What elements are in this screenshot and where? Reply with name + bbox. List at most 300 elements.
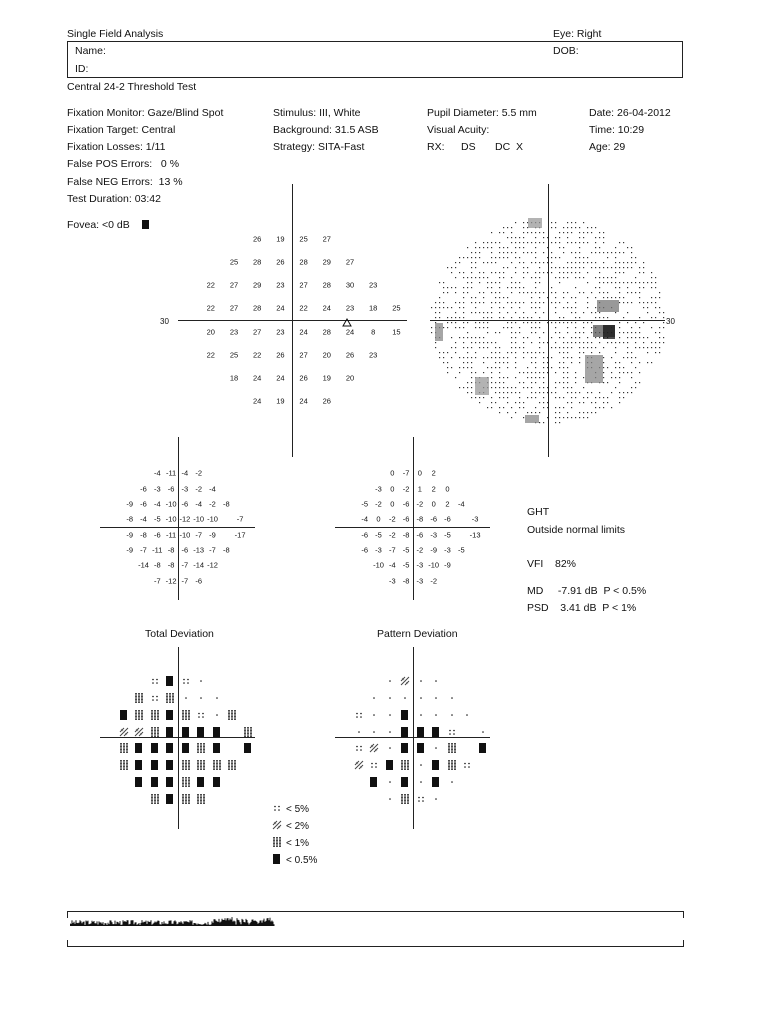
total-deviation-label: Total Deviation [145, 628, 214, 640]
total-prob-symbol-dot [196, 673, 206, 691]
total-deviation-value: -13 [193, 545, 205, 555]
legend-item [272, 800, 309, 818]
total-deviation-value: -7 [153, 576, 161, 586]
pattern-deviation-value: -7 [402, 468, 410, 478]
total-deviation-value: -4 [140, 514, 147, 524]
total-deviation-value: -3 [153, 484, 161, 494]
pattern-prob-symbol-check [400, 757, 410, 775]
fixation-losses: Fixation Losses: 1/11 [67, 141, 166, 153]
total-deviation-value: -6 [140, 499, 147, 509]
name-label: Name: [75, 45, 106, 57]
threshold-value: 24 [345, 327, 355, 337]
threshold-value: 29 [322, 257, 331, 267]
legend-item [272, 834, 309, 852]
pattern-deviation-value: -5 [444, 530, 451, 540]
report-title: Single Field Analysis [67, 28, 164, 40]
legend-symbol-icon [272, 851, 284, 869]
threshold-value: 24 [276, 303, 285, 313]
stimulus: Stimulus: III, White [273, 107, 361, 119]
total-deviation-value: -7 [140, 545, 147, 555]
pattern-prob-symbol-solid [478, 740, 488, 758]
threshold-value: 28 [253, 257, 262, 267]
threshold-value: 26 [276, 350, 285, 360]
total-prob-symbol-check [150, 724, 160, 742]
total-prob-symbol-solid [134, 757, 144, 775]
total-prob-symbol-solid [212, 724, 222, 742]
ght-label: GHT [527, 506, 550, 518]
eye-label: Eye: Right [553, 28, 602, 40]
threshold-value: 22 [253, 350, 262, 360]
total-deviation-value: -12 [207, 560, 218, 570]
pattern-prob-symbol-dot [400, 690, 410, 708]
threshold-value: 22 [206, 280, 215, 290]
id-label: ID: [75, 63, 89, 75]
total-deviation-value: -10 [207, 514, 218, 524]
total-deviation-value: -8 [153, 560, 161, 570]
pattern-prob-symbol-dot [431, 791, 441, 809]
pattern-prob-symbol-dot [447, 707, 457, 725]
total-prob-symbol-check [243, 724, 253, 742]
pattern-deviation-value: -5 [402, 560, 410, 570]
pattern-deviation-value: -8 [402, 530, 410, 540]
total-deviation-value: -17 [234, 530, 246, 540]
threshold-value: 25 [229, 257, 239, 267]
pattern-deviation-value: -2 [375, 499, 382, 509]
threshold-value: 27 [229, 280, 239, 290]
pattern-prob-symbol-dots4 [354, 740, 364, 758]
pattern-deviation-value: -6 [361, 545, 369, 555]
total-prob-symbol-check [227, 757, 237, 775]
ght-value: Outside normal limits [527, 524, 626, 536]
total-prob-symbol-check [150, 791, 160, 809]
total-prob-symbol-check [196, 740, 206, 758]
pattern-deviation-value: -7 [388, 545, 396, 555]
legend-item [272, 851, 317, 869]
threshold-value: 19 [322, 373, 331, 383]
pattern-deviation-value: -3 [444, 545, 451, 555]
threshold-value: 23 [369, 350, 378, 360]
threshold-value: 15 [392, 327, 401, 337]
threshold-value: 24 [276, 373, 285, 383]
total-prob-symbol-check [150, 707, 160, 725]
total-deviation-value: -7 [181, 560, 189, 570]
pattern-deviation-value: -4 [388, 560, 396, 570]
total-deviation-value: -7 [195, 530, 203, 540]
pattern-deviation-value: -10 [373, 560, 384, 570]
pattern-deviation-value: -2 [416, 545, 424, 555]
pattern-deviation-value: -6 [416, 530, 424, 540]
pattern-prob-symbol-dot [416, 690, 426, 708]
pattern-deviation-value: 2 [445, 499, 450, 509]
fovea-value: Fovea: <0 dB [67, 219, 130, 231]
total-prob-symbol-solid [134, 774, 144, 792]
threshold-value: 22 [206, 303, 215, 313]
threshold-value: 28 [322, 280, 331, 290]
pattern-deviation-label: Pattern Deviation [377, 628, 458, 640]
pattern-prob-symbol-check [400, 791, 410, 809]
pupil-diameter: Pupil Diameter: 5.5 mm [427, 107, 537, 119]
threshold-value: 24 [253, 373, 262, 383]
pattern-prob-symbol-solid [416, 724, 426, 742]
total-deviation-value: -4 [153, 499, 161, 509]
pattern-deviation-value: -2 [430, 576, 438, 586]
total-deviation-value: -7 [209, 545, 216, 555]
total-deviation-value: -4 [195, 499, 203, 509]
total-deviation-value: -5 [153, 514, 161, 524]
total-prob-symbol-hatch [134, 724, 144, 742]
total-prob-symbol-solid [196, 774, 206, 792]
pattern-prob-symbol-solid [400, 707, 410, 725]
total-prob-symbol-solid [165, 673, 175, 691]
strategy: Strategy: SITA-Fast [273, 141, 365, 153]
test-duration: Test Duration: 03:42 [67, 193, 161, 205]
axis-label-30-gray: 30 [666, 317, 675, 326]
threshold-value: 24 [299, 396, 308, 406]
legend-label: < 5% [286, 803, 310, 815]
visual-acuity: Visual Acuity: [427, 124, 490, 136]
total-prob-symbol-check [119, 757, 129, 775]
pattern-prob-symbol-dot [385, 724, 395, 742]
threshold-value: 22 [299, 303, 308, 313]
threshold-value: 27 [253, 327, 262, 337]
pattern-deviation-value: -2 [388, 530, 396, 540]
pattern-deviation-value: -3 [471, 514, 479, 524]
threshold-value: 18 [369, 303, 378, 313]
total-prob-symbol-solid [165, 757, 175, 775]
pattern-prob-symbol-dot [431, 740, 441, 758]
total-prob-symbol-solid [165, 791, 175, 809]
threshold-value: 26 [276, 257, 285, 267]
threshold-value: 19 [276, 234, 285, 244]
total-prob-symbol-solid [165, 740, 175, 758]
pattern-prob-symbol-dot [478, 724, 488, 742]
pattern-deviation-value: 0 [390, 468, 395, 478]
pattern-deviation-value: -3 [416, 560, 424, 570]
threshold-value: 24 [299, 327, 308, 337]
threshold-value: 26 [345, 350, 355, 360]
pattern-prob-symbol-dots4 [416, 791, 426, 809]
threshold-value: 29 [253, 280, 262, 290]
pattern-prob-symbol-dots4 [462, 757, 472, 775]
total-deviation-value: -8 [126, 514, 134, 524]
pattern-deviation-value: -9 [430, 545, 438, 555]
pattern-deviation-value: -2 [402, 484, 410, 494]
pattern-prob-symbol-solid [400, 724, 410, 742]
pattern-deviation-value: -3 [375, 484, 382, 494]
threshold-value: 18 [229, 373, 239, 383]
pattern-prob-symbol-dot [385, 774, 395, 792]
legend-label: < 1% [286, 837, 310, 849]
total-deviation-value: -7 [236, 514, 244, 524]
total-prob-symbol-check [196, 757, 206, 775]
background: Background: 31.5 ASB [273, 124, 379, 136]
total-prob-symbol-solid [212, 740, 222, 758]
pattern-prob-symbol-hatch [400, 673, 410, 691]
total-prob-symbol-solid [165, 774, 175, 792]
total-prob-symbol-check [181, 791, 191, 809]
pattern-prob-symbol-dot [385, 791, 395, 809]
pattern-deviation-value: -3 [430, 530, 438, 540]
threshold-value: 25 [392, 303, 401, 313]
threshold-value: 19 [276, 396, 285, 406]
total-deviation-value: -3 [181, 484, 189, 494]
total-prob-symbol-check [134, 707, 144, 725]
total-deviation-value: -9 [209, 530, 216, 540]
total-deviation-value: -10 [165, 499, 177, 509]
test-date: Date: 26-04-2012 [589, 107, 671, 119]
pattern-deviation-value: 1 [417, 484, 422, 494]
vfi-value: VFI 82% [527, 558, 577, 570]
total-deviation-value: -14 [193, 560, 205, 570]
total-prob-symbol-dot [212, 707, 222, 725]
threshold-value: 28 [253, 303, 262, 313]
pattern-deviation-value: 0 [417, 468, 422, 478]
legend-label: < 0.5% [286, 854, 318, 866]
pattern-prob-symbol-dot [385, 740, 395, 758]
total-prob-symbol-dots4 [150, 690, 160, 708]
total-prob-symbol-hatch [119, 724, 129, 742]
pattern-prob-symbol-hatch [369, 740, 379, 758]
false-neg-errors: False NEG Errors: 13 % [67, 176, 183, 188]
threshold-value: 20 [345, 373, 355, 383]
threshold-value: 23 [345, 303, 355, 313]
pattern-deviation-value: -2 [416, 499, 424, 509]
total-prob-symbol-check [196, 791, 206, 809]
fixation-monitor: Fixation Monitor: Gaze/Blind Spot [67, 107, 224, 119]
pattern-prob-symbol-dot [385, 690, 395, 708]
pattern-prob-symbol-dot [431, 707, 441, 725]
total-deviation-value: -12 [179, 514, 191, 524]
pattern-prob-symbol-solid [431, 774, 441, 792]
total-deviation-value: -9 [126, 545, 134, 555]
pattern-prob-symbol-solid [416, 740, 426, 758]
total-deviation-value: -11 [152, 545, 163, 555]
pattern-prob-symbol-dot [369, 690, 379, 708]
threshold-value: 20 [206, 327, 215, 337]
pattern-deviation-value: -4 [457, 499, 465, 509]
threshold-value: 23 [276, 327, 285, 337]
pattern-deviation-value: -3 [416, 576, 424, 586]
pattern-deviation-value: -5 [361, 499, 369, 509]
total-deviation-value: -6 [181, 545, 189, 555]
pattern-prob-symbol-dot [431, 673, 441, 691]
total-deviation-value: -4 [153, 468, 161, 478]
threshold-value: 23 [369, 280, 378, 290]
pattern-deviation-value: -2 [388, 514, 396, 524]
total-prob-symbol-solid [196, 724, 206, 742]
total-prob-symbol-solid [243, 740, 253, 758]
total-prob-symbol-solid [181, 740, 191, 758]
threshold-value: 25 [229, 350, 239, 360]
total-prob-symbol-check [227, 707, 237, 725]
total-deviation-value: -9 [126, 530, 134, 540]
threshold-value: 24 [253, 396, 262, 406]
total-prob-symbol-solid [181, 724, 191, 742]
total-prob-symbol-check [181, 707, 191, 725]
total-deviation-value: -2 [209, 499, 216, 509]
pattern-prob-symbol-solid [431, 724, 441, 742]
pattern-deviation-value: 0 [390, 484, 395, 494]
total-deviation-value: -8 [140, 530, 147, 540]
pattern-prob-symbol-solid [400, 740, 410, 758]
pattern-deviation-value: -6 [361, 530, 369, 540]
pattern-deviation-value: 0 [431, 499, 436, 509]
total-deviation-value: -6 [153, 530, 161, 540]
total-deviation-value: -6 [140, 484, 147, 494]
total-deviation-value: -8 [167, 560, 175, 570]
pattern-prob-symbol-dot [385, 673, 395, 691]
total-prob-symbol-solid [165, 707, 175, 725]
rx-dc: DC X [495, 141, 524, 153]
pattern-deviation-value: -5 [375, 530, 382, 540]
pattern-prob-symbol-dots4 [369, 757, 379, 775]
total-deviation-value: -8 [222, 545, 230, 555]
total-deviation-value: -11 [165, 530, 177, 540]
threshold-value: 27 [322, 234, 331, 244]
total-deviation-value: -8 [222, 499, 230, 509]
total-prob-symbol-solid [165, 724, 175, 742]
pattern-prob-symbol-dot [369, 724, 379, 742]
pattern-prob-symbol-dot [354, 724, 364, 742]
total-deviation-value: -10 [193, 514, 205, 524]
total-prob-symbol-check [212, 757, 222, 775]
total-deviation-value: -6 [167, 484, 175, 494]
pattern-deviation-value: -8 [402, 576, 410, 586]
total-deviation-value: -8 [167, 545, 175, 555]
pattern-deviation-value: -3 [375, 545, 382, 555]
total-prob-symbol-check [134, 690, 144, 708]
pattern-deviation-value: -6 [402, 499, 410, 509]
threshold-value: 27 [299, 350, 308, 360]
legend-item [272, 817, 309, 835]
total-prob-symbol-dots4 [181, 673, 191, 691]
pattern-deviation-value: 2 [431, 484, 436, 494]
total-deviation-value: -14 [138, 560, 149, 570]
threshold-value: 23 [276, 280, 285, 290]
pattern-prob-symbol-solid [369, 774, 379, 792]
total-deviation-value: -7 [181, 576, 189, 586]
pattern-prob-symbol-dot [416, 774, 426, 792]
pattern-deviation-value: -6 [444, 514, 451, 524]
threshold-value: 26 [322, 396, 331, 406]
legend-symbol-icon [272, 834, 284, 852]
pattern-deviation-value: 0 [376, 514, 381, 524]
pattern-deviation-value: 0 [445, 484, 450, 494]
psd-value: PSD 3.41 dB P < 1% [527, 602, 637, 614]
total-prob-symbol-solid [212, 774, 222, 792]
total-deviation-value: -6 [181, 499, 189, 509]
test-name: Central 24-2 Threshold Test [67, 81, 197, 93]
total-prob-symbol-solid [150, 774, 160, 792]
threshold-value: 27 [229, 303, 239, 313]
pattern-deviation-value: -6 [430, 514, 438, 524]
threshold-value: 25 [299, 234, 308, 244]
total-prob-symbol-dots4 [196, 707, 206, 725]
pattern-deviation-value: -5 [402, 545, 410, 555]
pattern-deviation-value: -5 [457, 545, 465, 555]
pattern-prob-symbol-dot [369, 707, 379, 725]
pattern-deviation-value: -3 [388, 576, 396, 586]
threshold-value: 26 [253, 234, 262, 244]
pattern-deviation-value: -9 [444, 560, 451, 570]
pattern-prob-symbol-solid [385, 757, 395, 775]
total-deviation-value: -12 [165, 576, 177, 586]
legend-label: < 2% [286, 820, 310, 832]
total-deviation-value: -2 [195, 484, 203, 494]
threshold-value: 24 [322, 303, 331, 313]
patient-age: Age: 29 [589, 141, 626, 153]
threshold-value: 28 [299, 257, 308, 267]
total-prob-symbol-dot [196, 690, 206, 708]
gaze-tracker [70, 912, 280, 932]
pattern-prob-symbol-dot [416, 707, 426, 725]
legend-symbol-icon [272, 817, 284, 835]
total-prob-symbol-dot [212, 690, 222, 708]
pattern-prob-symbol-solid [431, 757, 441, 775]
threshold-value: 8 [371, 327, 376, 337]
pattern-deviation-value: -13 [469, 530, 481, 540]
threshold-value: 23 [229, 327, 239, 337]
pattern-prob-symbol-dots4 [447, 724, 457, 742]
rx-label: RX: [427, 141, 445, 153]
threshold-value: 22 [206, 350, 215, 360]
total-deviation-value: -11 [165, 468, 177, 478]
total-prob-symbol-solid [150, 757, 160, 775]
total-deviation-value: -6 [195, 576, 203, 586]
total-prob-symbol-dot [181, 690, 191, 708]
total-prob-symbol-check [119, 740, 129, 758]
total-deviation-value: -4 [181, 468, 189, 478]
pattern-prob-symbol-dot [447, 690, 457, 708]
false-pos-errors: False POS Errors: 0 % [67, 158, 180, 170]
total-deviation-value: -9 [126, 499, 134, 509]
rx-ds: DS [461, 141, 476, 153]
total-prob-symbol-solid [150, 740, 160, 758]
total-prob-symbol-solid [119, 707, 129, 725]
pattern-prob-symbol-dots4 [354, 707, 364, 725]
grayscale-map [425, 215, 670, 425]
pattern-deviation-value: -6 [402, 514, 410, 524]
pattern-deviation-value: -10 [428, 560, 440, 570]
threshold-value: 30 [345, 280, 355, 290]
test-time: Time: 10:29 [589, 124, 645, 136]
gaze-tracker-bottom [67, 946, 684, 947]
threshold-value: 27 [299, 280, 308, 290]
total-deviation-value: -4 [209, 484, 216, 494]
dob-label: DOB: [553, 45, 579, 57]
total-deviation-value: -2 [195, 468, 203, 478]
md-value: MD -7.91 dB P < 0.5% [527, 585, 647, 597]
threshold-value: 27 [345, 257, 355, 267]
threshold-value: 20 [322, 350, 331, 360]
fixation-target: Fixation Target: Central [67, 124, 176, 136]
pattern-prob-symbol-check [447, 740, 457, 758]
pattern-deviation-value: 0 [390, 499, 395, 509]
pattern-deviation-value: -4 [361, 514, 369, 524]
pattern-prob-symbol-dot [462, 707, 472, 725]
axis-label-30: 30 [160, 317, 169, 326]
legend-symbol-icon [272, 800, 284, 818]
total-prob-symbol-dots4 [150, 673, 160, 691]
total-deviation-value: -10 [179, 530, 191, 540]
pattern-prob-symbol-dot [431, 690, 441, 708]
pattern-prob-symbol-hatch [354, 757, 364, 775]
total-prob-symbol-solid [134, 740, 144, 758]
pattern-prob-symbol-dot [447, 774, 457, 792]
threshold-value: 26 [299, 373, 308, 383]
total-prob-symbol-check [181, 774, 191, 792]
pattern-prob-symbol-dot [385, 707, 395, 725]
